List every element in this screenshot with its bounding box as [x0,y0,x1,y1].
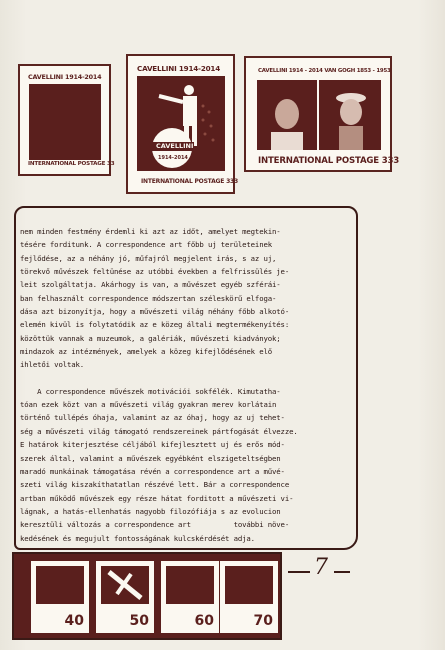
badge-name: CAVELLINI [156,142,194,150]
stamp-image [36,566,84,604]
text-line: ihletői voltak. [20,360,85,370]
text-line: dása azt bizonyítja, hogy a művészeti világ néhány főbb alkotó- [20,307,290,317]
portrait-illustration [319,80,381,150]
page-number: 7 [314,555,328,580]
stamp-image [225,566,273,604]
paragraph-1 [20,225,354,372]
stamp-title: CAVELLINI 1914-2014 [137,64,221,73]
paragraph-2 [20,385,354,545]
stamp-value: 70 [253,613,273,629]
stamp-value-50 [96,561,154,633]
stamp-footer: INTERNATIONAL POSTAGE 333 [258,156,400,166]
stamp-image-left [257,80,317,150]
text-line: kedésének és megujult fontosságának kulcskérdését adja. [20,533,255,543]
text-line: törekvő művészek feltünése az utóbbi években a felfrissülés je- [20,267,290,277]
stamp-value: 60 [194,613,214,629]
text-line: elemén kivül is folytatódik az e közeg általi megtermékenyítés: [20,320,290,330]
stamp-image [101,566,149,604]
page-number-dash-right [334,571,350,573]
text-line: szeti világ kiszakíthatatlan részévé lett. Bár a correspondence [20,480,290,490]
stamp-footer: INTERNATIONAL POSTAGE 33 [28,161,115,167]
stamp-cavellini-333 [126,54,238,194]
text-line: lágnak, a hatás-ellenhatás nagyobb filozófiája s az evolucion [20,506,281,516]
stamp-image [166,566,214,604]
stamp-value-70 [220,561,278,633]
text-line: ség a művészeti világ támogató rendszereinek pártfogását élvezze. [20,426,298,436]
text-line: nem minden festmény érdemli ki azt az időt, amelyet megtekin- [20,227,281,236]
text-line: tóan ezek közt van a művészeti világ gyakran merev korlátain [20,400,277,410]
stamp-image-right [319,80,381,150]
text-line: leit szolgáltatja. Akárhogy is van, a művészet egyéb szférái- [20,280,281,290]
text-line: közöttük vannak a muzeumok, a galériák, művészeti kiadványok; [20,333,281,343]
text-line: ban felhasznált correspondence módszertan széleskörű elfoga- [20,293,277,303]
text-line: szerek által, valamint a művészek egyébként elszigeteltségben [20,453,281,463]
page-number-dash-left [288,571,310,573]
text-line: keresztüli változás a correspondence art további növe- [20,520,290,530]
badge-years: 1914-2014 [158,155,188,161]
stamp-title: CAVELLINI 1914-2014 [28,73,102,81]
text-line: történő tullépés óhaja, valamint az az óhaj, hogy az uj tehet- [20,413,285,423]
text-line: maradó munkáinak támogatása révén a correspondence art a művé- [20,466,285,476]
stamp-van-gogh [244,56,400,172]
stamp-cavellini-33 [18,64,115,176]
stamp-footer: INTERNATIONAL POSTAGE 333 [141,178,238,185]
stamp-title: CAVELLINI 1914 - 2014 VAN GOGH 1853 - 1953 [258,68,391,74]
stamp-value-40 [31,561,89,633]
text-line: fejlődése, az a néhány jó, műfajról megjelent irás, s az uj, [20,253,277,263]
text-line: artban működő művészek egy része hátat forditott a művészeti vi- [20,493,294,503]
text-line: mindazok az intézmények, amelyek a közeg kifejlődésének elő [20,347,273,357]
text-line: tésére forditunk. A correspondence art főbb uj területeinek [20,240,273,250]
portrait-illustration [257,80,317,150]
text-line: A correspondence művészek motivációi sokfélék. Kimutatha- [20,386,281,396]
stamp-value: 50 [129,613,149,629]
article-body [20,225,354,545]
figure-illustration [101,566,149,604]
stamp-value: 40 [64,613,84,629]
stamp-strip [12,552,282,640]
stamp-value-60 [161,561,219,633]
stamp-image [29,84,101,160]
text-line: E határok kiterjesztése céljából kifejlesztett uj és erős mód- [20,440,285,450]
